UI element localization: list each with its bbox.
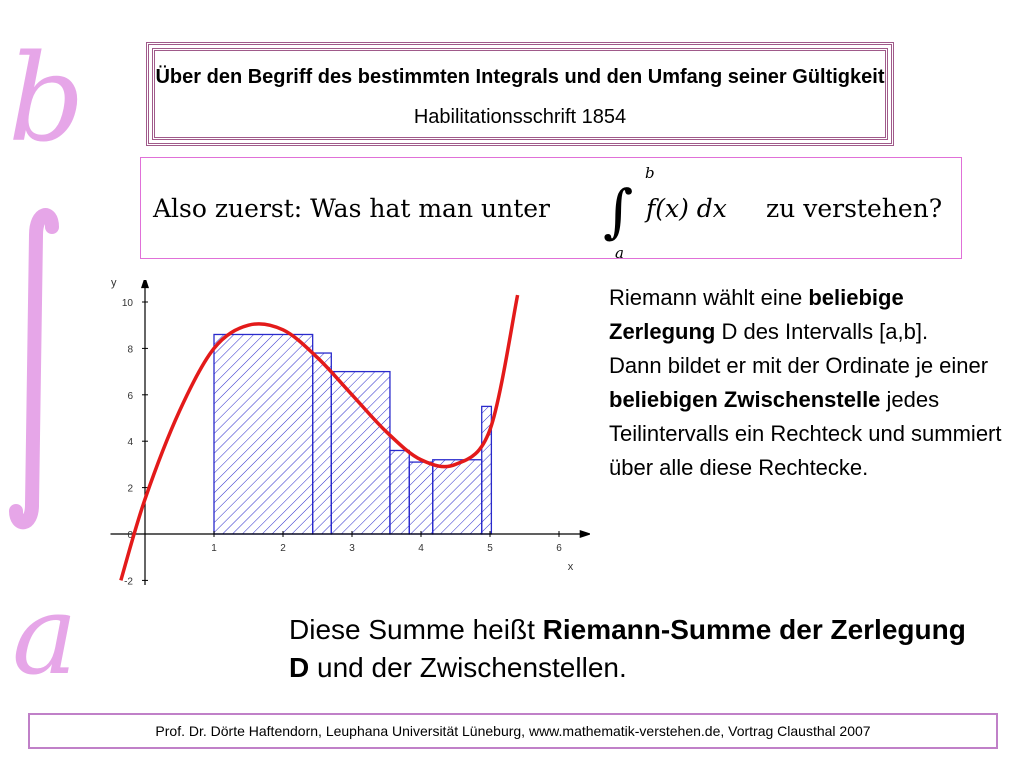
integral-sign: ∫	[603, 177, 634, 245]
explanation-p1-bold: beliebige Zerlegung	[609, 285, 904, 344]
integral-lower-limit: a	[615, 244, 624, 260]
y-axis-arrow	[141, 280, 149, 288]
x-tick-label: 6	[556, 543, 562, 554]
decorative-integral-symbol	[6, 205, 66, 535]
y-tick-label: 8	[127, 344, 133, 356]
summary-a: Diese Summe heißt	[289, 614, 543, 645]
y-tick-label: 0	[127, 530, 133, 541]
decorative-letter-b: b	[8, 30, 85, 169]
explanation-p2-b: jedes Teilintervalls ein Rechteck und summiert über alle diese Rechtecke.	[609, 387, 1002, 480]
summary-text	[289, 611, 989, 687]
x-tick-label: 1	[211, 543, 217, 554]
y-axis-label: y	[111, 280, 117, 290]
decorative-letter-a: a	[12, 571, 78, 699]
explanation-p2-a: Dann bildet er mit der Ordinate je einer	[609, 353, 989, 378]
riemann-rectangle-5	[409, 462, 432, 534]
y-tick-label: -2	[124, 576, 133, 588]
explanation-p1-b: D des Intervalls [a,b].	[715, 319, 929, 344]
y-tick-label: 6	[127, 390, 133, 402]
x-tick-label: 5	[487, 543, 493, 554]
title-text	[149, 57, 891, 137]
riemann-rectangle-2	[313, 353, 332, 534]
riemann-rectangle-1	[214, 334, 313, 534]
riemann-rectangle-4	[390, 450, 409, 534]
y-tick-label: 2	[127, 483, 133, 495]
title-subtitle: Habilitationsschrift 1854	[413, 106, 627, 128]
explanation-p1-a: Riemann wählt eine	[609, 285, 809, 310]
explanation-text	[609, 281, 1009, 485]
riemann-rectangle-6	[433, 460, 482, 534]
x-tick-label: 3	[349, 543, 355, 554]
quote-right: zu verstehen?	[766, 194, 943, 223]
y-tick-label: 10	[121, 298, 133, 309]
x-axis-label: x	[567, 561, 574, 573]
x-tick-label: 4	[418, 543, 424, 554]
title-box	[146, 42, 894, 146]
summary-b: und der Zwischenstellen.	[309, 652, 627, 683]
integral-upper-limit: b	[645, 164, 655, 182]
quote-integrand: f(x) dx	[646, 194, 727, 223]
riemann-sum-chart	[100, 280, 590, 590]
y-tick-label: 4	[127, 437, 133, 449]
title-bold: Über den Begriff des bestimmten Integrals und den Umfang seiner Gültigkeit	[155, 66, 885, 88]
quote-box	[140, 157, 962, 259]
x-tick-label: 2	[280, 543, 286, 554]
riemann-rectangle-3	[331, 372, 390, 534]
x-axis-arrow	[580, 530, 590, 538]
footer: Prof. Dr. Dörte Haftendorn, Leuphana Universität Lüneburg, www.mathematik-verstehen.de, Vortrag Clausthal 2007	[28, 713, 998, 749]
explanation-p2-bold: beliebigen Zwischenstelle	[609, 387, 881, 412]
summary-bold: Riemann-Summe der Zerlegung D	[289, 614, 966, 683]
quote-left: Also zuerst: Was hat man unter	[153, 194, 550, 223]
